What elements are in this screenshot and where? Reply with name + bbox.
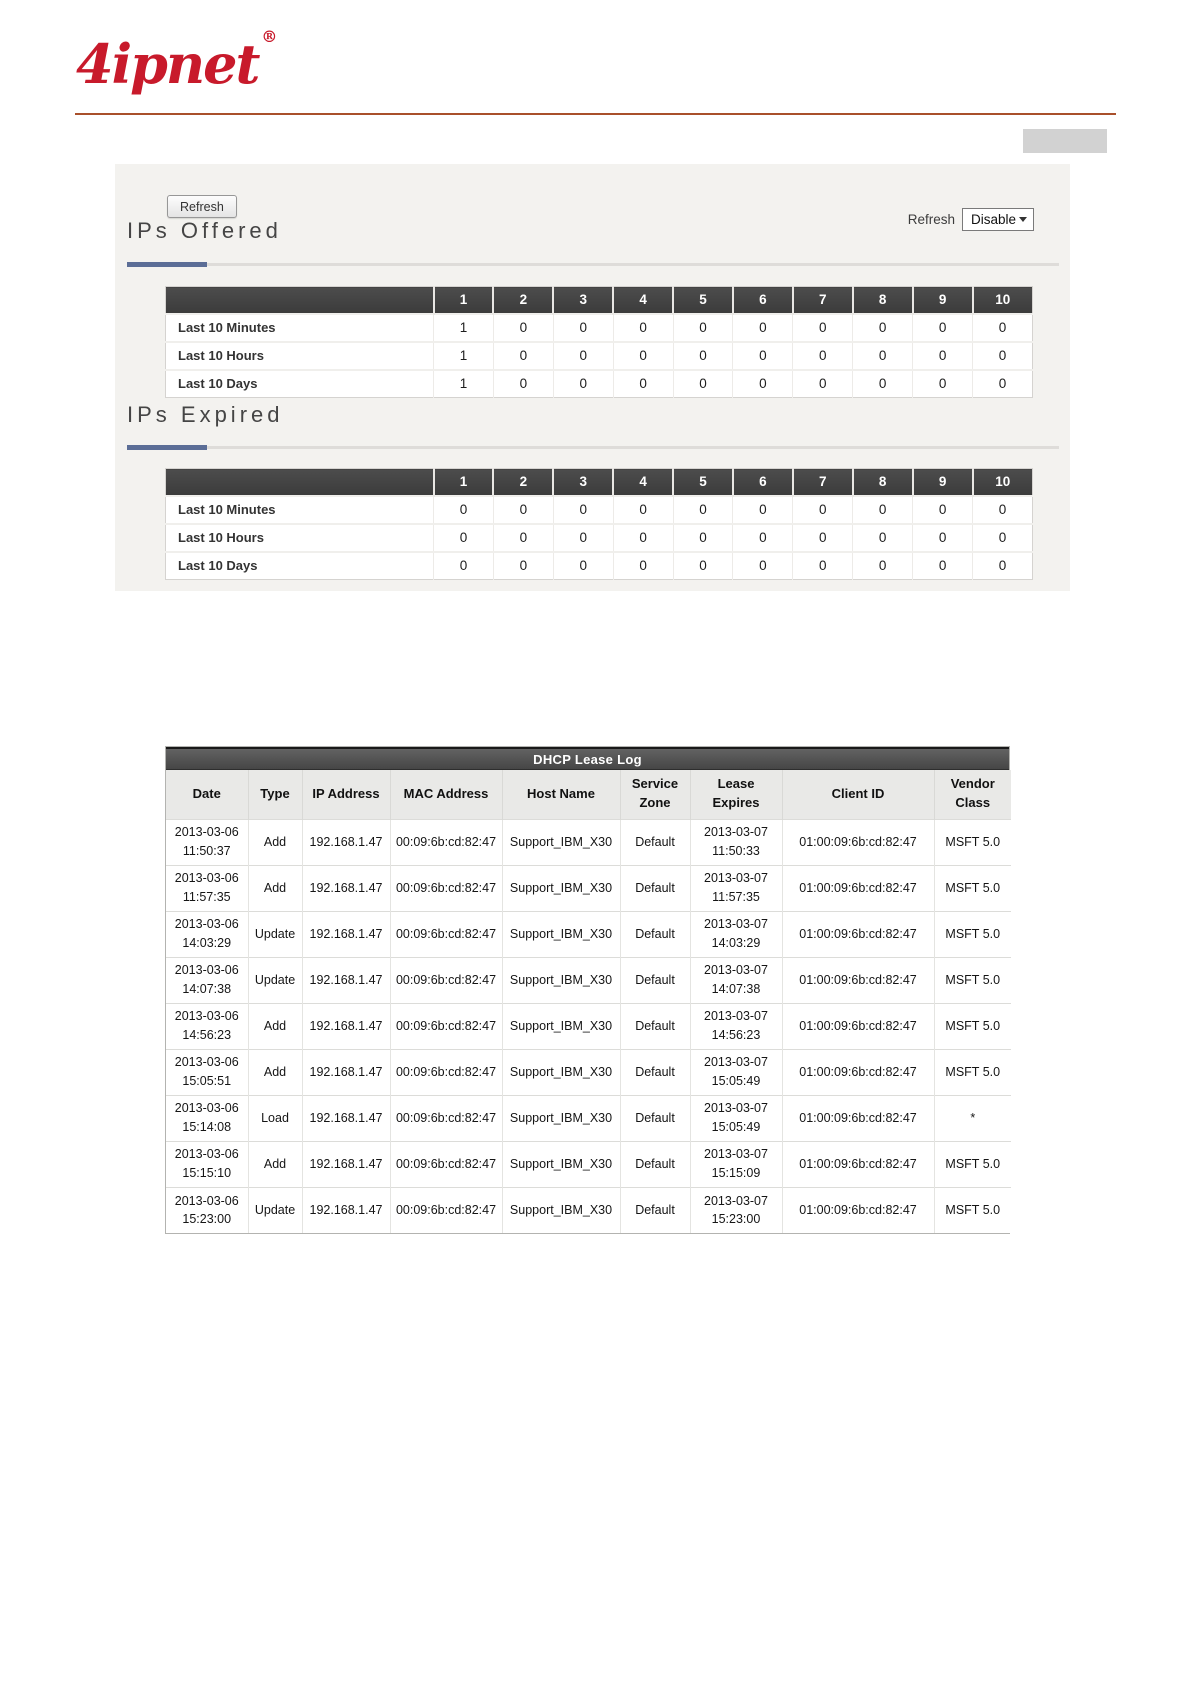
lease-header-cell: Vendor Class xyxy=(934,770,1011,819)
lease-cell-expires: 2013-03-07 11:57:35 xyxy=(690,865,782,911)
table-row xyxy=(166,819,1011,865)
table-row xyxy=(166,1049,1011,1095)
lease-cell-vendor: MSFT 5.0 xyxy=(934,1141,1011,1187)
lease-header-cell: Lease Expires xyxy=(690,770,782,819)
table-row xyxy=(166,370,1033,398)
stat-header-cell: 6 xyxy=(733,469,793,496)
dhcp-status-panel xyxy=(115,164,1070,591)
lease-cell-zone: Default xyxy=(620,1049,690,1095)
stat-value-cell: 0 xyxy=(793,524,853,552)
lease-cell-client: 01:00:09:6b:cd:82:47 xyxy=(782,1003,934,1049)
stat-value-cell: 0 xyxy=(613,496,673,524)
lease-cell-type: Add xyxy=(248,1003,302,1049)
lease-cell-mac: 00:09:6b:cd:82:47 xyxy=(390,1141,502,1187)
stat-header-cell: 4 xyxy=(613,469,673,496)
lease-cell-ip: 192.168.1.47 xyxy=(302,865,390,911)
table-row xyxy=(166,1141,1011,1187)
lease-cell-vendor: MSFT 5.0 xyxy=(934,865,1011,911)
stat-header-cell: 6 xyxy=(733,287,793,314)
stat-header-cell: 2 xyxy=(493,287,553,314)
table-row xyxy=(166,1187,1011,1233)
lease-cell-host: Support_IBM_X30 xyxy=(502,957,620,1003)
stat-value-cell: 0 xyxy=(973,524,1033,552)
lease-cell-type: Add xyxy=(248,1141,302,1187)
table-row xyxy=(166,911,1011,957)
lease-cell-type: Add xyxy=(248,865,302,911)
lease-cell-mac: 00:09:6b:cd:82:47 xyxy=(390,1049,502,1095)
lease-cell-zone: Default xyxy=(620,865,690,911)
stat-value-cell: 0 xyxy=(853,314,913,342)
lease-cell-date: 2013-03-06 11:50:37 xyxy=(166,819,248,865)
stat-header-cell: 4 xyxy=(613,287,673,314)
lease-cell-type: Update xyxy=(248,911,302,957)
section-rule xyxy=(127,445,1059,450)
stat-value-cell: 0 xyxy=(434,524,494,552)
stat-value-cell: 0 xyxy=(613,552,673,580)
stat-value-cell: 0 xyxy=(913,342,973,370)
stat-header-cell: 9 xyxy=(913,469,973,496)
stat-value-cell: 0 xyxy=(613,370,673,398)
section-title-ips-offered: IPs Offered xyxy=(127,218,282,243)
lease-cell-expires: 2013-03-07 14:07:38 xyxy=(690,957,782,1003)
lease-cell-ip: 192.168.1.47 xyxy=(302,911,390,957)
table-row xyxy=(166,1003,1011,1049)
lease-cell-zone: Default xyxy=(620,819,690,865)
stat-value-cell: 0 xyxy=(853,496,913,524)
stat-value-cell: 0 xyxy=(913,552,973,580)
lease-cell-date: 2013-03-06 15:05:51 xyxy=(166,1049,248,1095)
lease-cell-expires: 2013-03-07 11:50:33 xyxy=(690,819,782,865)
lease-header-cell: Client ID xyxy=(782,770,934,819)
lease-header-cell: Date xyxy=(166,770,248,819)
stat-value-cell: 0 xyxy=(913,314,973,342)
stat-header-empty-cell xyxy=(166,287,434,314)
stat-header-cell: 5 xyxy=(673,287,733,314)
stat-value-cell: 0 xyxy=(553,524,613,552)
lease-cell-mac: 00:09:6b:cd:82:47 xyxy=(390,1095,502,1141)
stat-header-cell: 10 xyxy=(973,469,1033,496)
ips-offered-table xyxy=(165,286,1033,398)
auto-refresh-selected-value: Disable xyxy=(971,212,1017,227)
lease-cell-zone: Default xyxy=(620,957,690,1003)
stat-value-cell: 0 xyxy=(973,496,1033,524)
lease-cell-vendor: MSFT 5.0 xyxy=(934,1003,1011,1049)
stat-value-cell: 0 xyxy=(793,496,853,524)
registered-trademark-icon: ® xyxy=(261,27,278,46)
lease-cell-date: 2013-03-06 11:57:35 xyxy=(166,865,248,911)
auto-refresh-select[interactable] xyxy=(962,208,1034,231)
lease-cell-host: Support_IBM_X30 xyxy=(502,1187,620,1233)
section-title-ips-expired: IPs Expired xyxy=(127,402,284,427)
lease-cell-expires: 2013-03-07 15:15:09 xyxy=(690,1141,782,1187)
lease-cell-zone: Default xyxy=(620,1095,690,1141)
brand-logo xyxy=(76,27,278,96)
stat-header-empty-cell xyxy=(166,469,434,496)
stat-value-cell: 0 xyxy=(493,370,553,398)
stat-value-cell: 0 xyxy=(973,314,1033,342)
lease-cell-date: 2013-03-06 15:14:08 xyxy=(166,1095,248,1141)
stat-value-cell: 0 xyxy=(613,342,673,370)
stat-value-cell: 0 xyxy=(973,370,1033,398)
stat-row-label: Last 10 Minutes xyxy=(166,314,434,342)
stat-value-cell: 0 xyxy=(553,496,613,524)
section-rule xyxy=(127,262,1059,267)
lease-cell-vendor: MSFT 5.0 xyxy=(934,819,1011,865)
stat-header-cell: 10 xyxy=(973,287,1033,314)
lease-header-cell: Type xyxy=(248,770,302,819)
table-row xyxy=(166,314,1033,342)
stat-value-cell: 0 xyxy=(733,342,793,370)
lease-cell-type: Update xyxy=(248,1187,302,1233)
lease-cell-type: Update xyxy=(248,957,302,1003)
table-row xyxy=(166,342,1033,370)
lease-cell-zone: Default xyxy=(620,911,690,957)
lease-cell-host: Support_IBM_X30 xyxy=(502,911,620,957)
stat-header-cell: 9 xyxy=(913,287,973,314)
lease-cell-client: 01:00:09:6b:cd:82:47 xyxy=(782,1141,934,1187)
stat-row-label: Last 10 Days xyxy=(166,552,434,580)
lease-cell-zone: Default xyxy=(620,1003,690,1049)
header-divider xyxy=(75,113,1116,115)
stat-value-cell: 0 xyxy=(913,524,973,552)
lease-cell-mac: 00:09:6b:cd:82:47 xyxy=(390,957,502,1003)
lease-cell-client: 01:00:09:6b:cd:82:47 xyxy=(782,911,934,957)
stat-value-cell: 0 xyxy=(853,524,913,552)
stat-value-cell: 0 xyxy=(673,314,733,342)
stat-value-cell: 0 xyxy=(733,314,793,342)
auto-refresh-control xyxy=(908,208,1034,231)
lease-header-cell: Host Name xyxy=(502,770,620,819)
stat-value-cell: 1 xyxy=(434,314,494,342)
chevron-down-icon xyxy=(1019,217,1027,222)
lease-cell-vendor: MSFT 5.0 xyxy=(934,1049,1011,1095)
stat-value-cell: 0 xyxy=(553,370,613,398)
stat-header-cell: 5 xyxy=(673,469,733,496)
lease-cell-type: Add xyxy=(248,819,302,865)
stat-value-cell: 1 xyxy=(434,342,494,370)
dhcp-lease-log-table xyxy=(166,770,1011,1233)
stat-header-cell: 8 xyxy=(853,469,913,496)
lease-cell-host: Support_IBM_X30 xyxy=(502,1141,620,1187)
dhcp-lease-log xyxy=(165,746,1010,1234)
stat-header-cell: 3 xyxy=(553,469,613,496)
lease-cell-date: 2013-03-06 14:56:23 xyxy=(166,1003,248,1049)
stat-value-cell: 1 xyxy=(434,370,494,398)
stat-value-cell: 0 xyxy=(493,552,553,580)
stat-value-cell: 0 xyxy=(493,524,553,552)
stat-value-cell: 0 xyxy=(673,370,733,398)
lease-cell-ip: 192.168.1.47 xyxy=(302,1003,390,1049)
stat-row-label: Last 10 Hours xyxy=(166,524,434,552)
lease-cell-client: 01:00:09:6b:cd:82:47 xyxy=(782,1187,934,1233)
lease-header-cell: IP Address xyxy=(302,770,390,819)
lease-cell-date: 2013-03-06 15:15:10 xyxy=(166,1141,248,1187)
lease-cell-zone: Default xyxy=(620,1187,690,1233)
lease-cell-ip: 192.168.1.47 xyxy=(302,1187,390,1233)
lease-cell-client: 01:00:09:6b:cd:82:47 xyxy=(782,865,934,911)
lease-cell-ip: 192.168.1.47 xyxy=(302,1049,390,1095)
stat-header-cell: 2 xyxy=(493,469,553,496)
stat-row-label: Last 10 Days xyxy=(166,370,434,398)
stat-value-cell: 0 xyxy=(793,342,853,370)
stat-value-cell: 0 xyxy=(853,552,913,580)
lease-cell-vendor: MSFT 5.0 xyxy=(934,957,1011,1003)
lease-cell-expires: 2013-03-07 15:05:49 xyxy=(690,1095,782,1141)
lease-cell-host: Support_IBM_X30 xyxy=(502,1003,620,1049)
stat-header-cell: 1 xyxy=(434,287,494,314)
lease-cell-expires: 2013-03-07 15:23:00 xyxy=(690,1187,782,1233)
table-row xyxy=(166,865,1011,911)
lease-cell-mac: 00:09:6b:cd:82:47 xyxy=(390,1187,502,1233)
lease-cell-client: 01:00:09:6b:cd:82:47 xyxy=(782,819,934,865)
lease-header-row xyxy=(166,770,1011,819)
lease-cell-host: Support_IBM_X30 xyxy=(502,1049,620,1095)
stat-value-cell: 0 xyxy=(434,552,494,580)
lease-cell-mac: 00:09:6b:cd:82:47 xyxy=(390,819,502,865)
stat-value-cell: 0 xyxy=(673,552,733,580)
stat-value-cell: 0 xyxy=(853,342,913,370)
lease-cell-type: Load xyxy=(248,1095,302,1141)
stat-value-cell: 0 xyxy=(673,496,733,524)
stat-value-cell: 0 xyxy=(673,342,733,370)
stat-header-row xyxy=(166,469,1033,496)
lease-header-cell: MAC Address xyxy=(390,770,502,819)
lease-cell-type: Add xyxy=(248,1049,302,1095)
stat-row-label: Last 10 Minutes xyxy=(166,496,434,524)
lease-cell-ip: 192.168.1.47 xyxy=(302,957,390,1003)
stat-value-cell: 0 xyxy=(913,496,973,524)
lease-cell-date: 2013-03-06 14:07:38 xyxy=(166,957,248,1003)
stat-value-cell: 0 xyxy=(613,314,673,342)
lease-header-cell: Service Zone xyxy=(620,770,690,819)
stat-value-cell: 0 xyxy=(973,552,1033,580)
lease-cell-zone: Default xyxy=(620,1141,690,1187)
lease-cell-vendor: MSFT 5.0 xyxy=(934,1187,1011,1233)
stat-value-cell: 0 xyxy=(434,496,494,524)
lease-cell-date: 2013-03-06 15:23:00 xyxy=(166,1187,248,1233)
stat-value-cell: 0 xyxy=(613,524,673,552)
table-row xyxy=(166,957,1011,1003)
stat-value-cell: 0 xyxy=(733,552,793,580)
lease-cell-host: Support_IBM_X30 xyxy=(502,819,620,865)
auto-refresh-label: Refresh xyxy=(907,212,955,227)
stat-value-cell: 0 xyxy=(553,552,613,580)
header-placeholder-box xyxy=(1023,129,1107,153)
stat-header-cell: 7 xyxy=(793,287,853,314)
lease-cell-client: 01:00:09:6b:cd:82:47 xyxy=(782,1095,934,1141)
lease-cell-ip: 192.168.1.47 xyxy=(302,819,390,865)
stat-header-cell: 8 xyxy=(853,287,913,314)
stat-value-cell: 0 xyxy=(493,342,553,370)
stat-header-row xyxy=(166,287,1033,314)
lease-cell-mac: 00:09:6b:cd:82:47 xyxy=(390,865,502,911)
stat-value-cell: 0 xyxy=(913,370,973,398)
table-row xyxy=(166,552,1033,580)
stat-value-cell: 0 xyxy=(673,524,733,552)
lease-cell-expires: 2013-03-07 14:03:29 xyxy=(690,911,782,957)
stat-value-cell: 0 xyxy=(793,370,853,398)
stat-header-cell: 7 xyxy=(793,469,853,496)
stat-value-cell: 0 xyxy=(793,552,853,580)
lease-cell-mac: 00:09:6b:cd:82:47 xyxy=(390,911,502,957)
table-row xyxy=(166,496,1033,524)
stat-value-cell: 0 xyxy=(733,496,793,524)
lease-cell-host: Support_IBM_X30 xyxy=(502,865,620,911)
lease-cell-vendor: MSFT 5.0 xyxy=(934,911,1011,957)
stat-value-cell: 0 xyxy=(733,524,793,552)
lease-cell-ip: 192.168.1.47 xyxy=(302,1095,390,1141)
refresh-button[interactable]: Refresh xyxy=(167,195,237,218)
stat-value-cell: 0 xyxy=(973,342,1033,370)
lease-cell-expires: 2013-03-07 14:56:23 xyxy=(690,1003,782,1049)
lease-cell-ip: 192.168.1.47 xyxy=(302,1141,390,1187)
table-row xyxy=(166,524,1033,552)
lease-cell-client: 01:00:09:6b:cd:82:47 xyxy=(782,1049,934,1095)
brand-logo-text: 4ipnet xyxy=(76,32,259,96)
lease-cell-vendor: * xyxy=(934,1095,1011,1141)
dhcp-lease-log-title: DHCP Lease Log xyxy=(166,747,1009,770)
table-row xyxy=(166,1095,1011,1141)
lease-cell-expires: 2013-03-07 15:05:49 xyxy=(690,1049,782,1095)
stat-value-cell: 0 xyxy=(793,314,853,342)
lease-cell-host: Support_IBM_X30 xyxy=(502,1095,620,1141)
stat-header-cell: 1 xyxy=(434,469,494,496)
stat-value-cell: 0 xyxy=(733,370,793,398)
stat-header-cell: 3 xyxy=(553,287,613,314)
stat-value-cell: 0 xyxy=(553,314,613,342)
lease-cell-date: 2013-03-06 14:03:29 xyxy=(166,911,248,957)
lease-cell-client: 01:00:09:6b:cd:82:47 xyxy=(782,957,934,1003)
stat-value-cell: 0 xyxy=(493,314,553,342)
stat-value-cell: 0 xyxy=(853,370,913,398)
lease-cell-mac: 00:09:6b:cd:82:47 xyxy=(390,1003,502,1049)
stat-row-label: Last 10 Hours xyxy=(166,342,434,370)
stat-value-cell: 0 xyxy=(553,342,613,370)
ips-expired-table xyxy=(165,468,1033,580)
stat-value-cell: 0 xyxy=(493,496,553,524)
